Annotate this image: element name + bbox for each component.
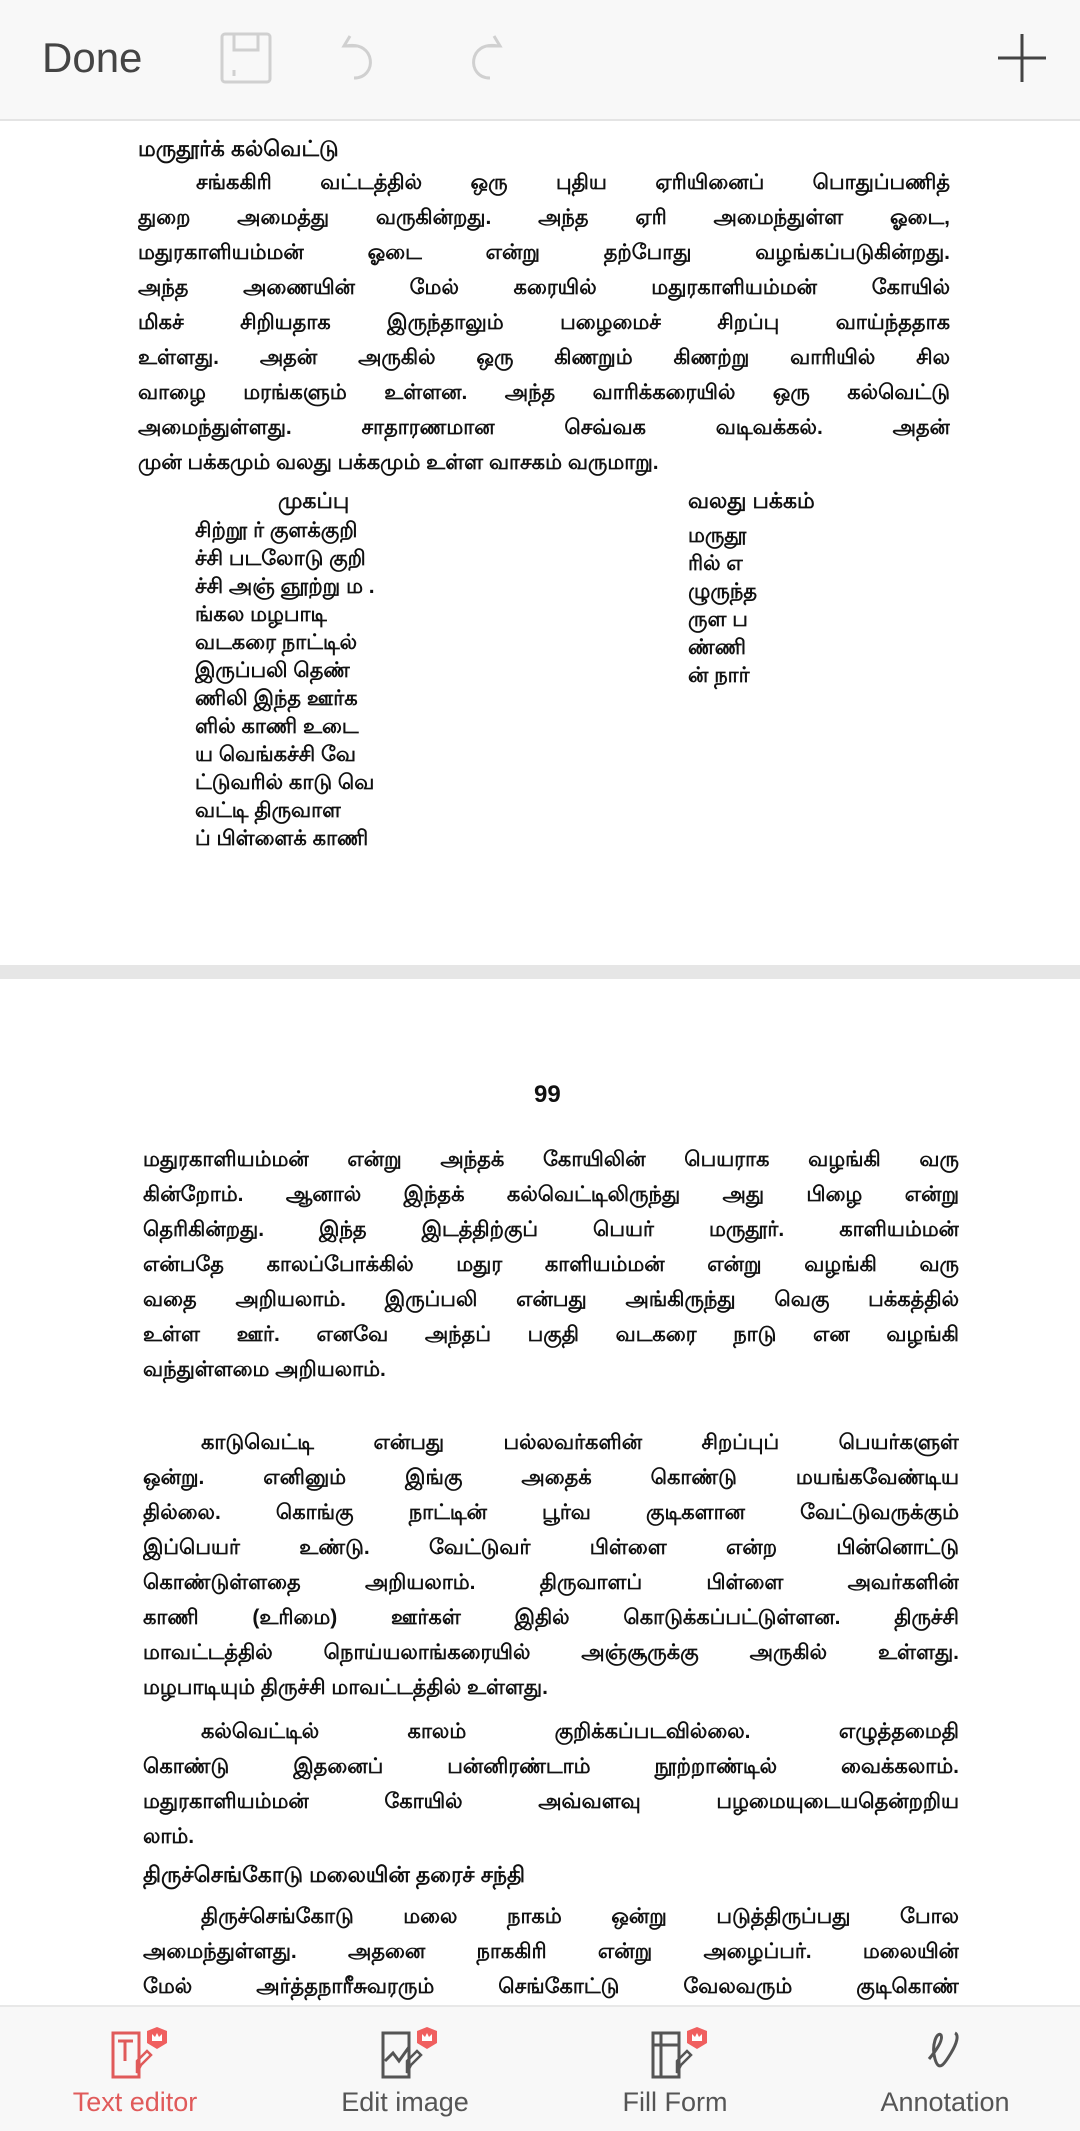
text-line: ங்கல மழபாடி [195,603,328,626]
section-heading: மருதூர்க் கல்வெட்டு [138,136,339,161]
text-line: லாம். [143,1825,195,1848]
edit-image-icon [355,2023,455,2083]
text-line: ய வெங்கச்சி வே [195,743,357,766]
undo-icon[interactable] [336,30,392,86]
text-line: ரில் எ [688,552,743,575]
text-line: ப் பிள்ளைக் காணி [195,827,369,850]
nav-label: Text editor [72,2087,198,2117]
text-line: காணி (உரிமை) ஊர்கள் இதில் கொடுக்கப்பட்டுள்ளன. திருச்சி [143,1606,959,1629]
text-line: மேல் அர்த்தநாரீசுவரரும் செங்கோட்டு வேலவரும் குடிகொண் [143,1975,959,1998]
text-line: ழுருந்த [688,580,758,603]
text-line: ளில் காணி உடை [195,715,359,738]
text-line: காடுவெட்டி என்பது பல்லவர்களின் சிறப்புப் பெயர்களுள் [201,1431,959,1454]
text-editor-button[interactable] [0,2007,270,2131]
annotation-button[interactable] [810,2007,1080,2131]
text-line: அமைந்துள்ளது. சாதாரணமான செவ்வக வடிவக்கல். அதன் [138,416,950,439]
text-line: உள்ள ஊர். எனவே அந்தப் பகுதி வடகரை நாடு என வழங்கி [143,1323,959,1346]
text-line: துறை அமைத்து வருகின்றது. அந்த ஏரி அமைந்துள்ள ஓடை, [138,206,950,229]
text-line: ச்சி அஞ் ஞூற்று ம . [195,575,375,598]
text-line: ணிலி இந்த ஊர்க [195,687,358,710]
text-line: மதுரகாளியம்மன் ஓடை என்று தற்போது வழங்கப்படுகின்றது. [138,241,950,264]
text-line: ருள ப [688,608,748,631]
text-line: என்பதே காலப்போக்கில் மதுர காளியம்மன் என்று வழங்கி வரு [143,1253,959,1276]
text-line: கொண்டுள்ளதை அறியலாம். திருவாளப் பிள்ளை அவர்களின் [143,1571,959,1594]
fill-form-icon [625,2023,725,2083]
text-line: உள்ளது. அதன் அருகில் ஒரு கிணறும் கிணற்று வாரியில் சில [138,346,950,369]
text-line: வந்துள்ளமை அறியலாம். [143,1358,386,1381]
document-page-2 [0,979,1080,2005]
nav-label: Fill Form [622,2087,728,2117]
text-line: கல்வெட்டில் காலம் குறிக்கப்படவில்லை. எழுத்தமைதி [201,1720,959,1743]
save-icon[interactable] [218,30,274,86]
text-line: வதை அறியலாம். இருப்பலி என்பது அங்கிருந்து வெகு பக்கத்தில் [143,1288,959,1311]
text-line: மதுரகாளியம்மன் கோயில் அவ்வளவு பழமையுடையதென்றறிய [143,1790,959,1813]
bottom-toolbar [0,2005,1080,2131]
text-line: மழபாடியும் திருச்சி மாவட்டத்தில் உள்ளது. [143,1676,548,1699]
text-line: வடகரை நாட்டில் [195,631,358,654]
text-line: கொண்டு இதனைப் பன்னிரண்டாம் நூற்றாண்டில் வைக்கலாம். [143,1755,959,1778]
done-button[interactable]: Done [42,34,143,81]
annotation-icon [895,2023,995,2083]
text-line: அந்த அணையின் மேல் கரையில் மதுரகாளியம்மன் கோயில் [138,276,950,299]
document-page-1 [0,123,1080,965]
text-line: மாவட்டத்தில் நொய்யலாங்கரையில் அஞ்சூருக்கு அருகில் உள்ளது. [143,1641,959,1664]
text-line: முன் பக்கமும் வலது பக்கமும் உள்ள வாசகம் வருமாறு. [138,451,659,474]
nav-label: Edit image [341,2087,469,2117]
text-line: ஒன்று. எனினும் இங்கு அதைக் கொண்டு மயங்கவேண்டிய [143,1466,959,1489]
nav-label: Annotation [880,2087,1010,2117]
text-line: மிகச் சிறியதாக இருந்தாலும் பழைமைச் சிறப்பு வாய்ந்ததாக [138,311,950,334]
text-line: அமைந்துள்ளது. அதனை நாககிரி என்று அழைப்பர். மலையின் [143,1940,959,1963]
fill-form-button[interactable] [540,2007,810,2131]
text-line: இப்பெயர் உண்டு. வேட்டுவர் பிள்ளை என்ற பின்னொட்டு [143,1536,959,1559]
text-line: சிற்றூ ர் குளக்குறி [195,519,358,542]
edit-image-button[interactable] [270,2007,540,2131]
text-line: ச்சி படலோடு குறி [195,547,366,570]
text-line: திருச்செங்கோடு மலை நாகம் ஒன்று படுத்திருப்பது போல [201,1905,959,1928]
text-line: இருப்பலி தெண் [195,659,351,682]
text-line: ண்ணி [688,636,746,659]
redo-icon[interactable] [452,30,508,86]
top-toolbar [0,0,1080,121]
column-heading-front: முகப்பு [278,488,350,513]
text-line: மதுரகாளியம்மன் என்று அந்தக் கோயிலின் பெயராக வழங்கி வரு [143,1148,959,1171]
add-icon[interactable] [994,30,1050,86]
column-heading-right: வலது பக்கம் [688,488,815,513]
text-line: கின்றோம். ஆனால் இந்தக் கல்வெட்டிலிருந்து அது பிழை என்று [143,1183,959,1206]
text-line: ன் நார் [688,664,750,687]
text-line: சங்ககிரி வட்டத்தில் ஒரு புதிய ஏரியினைப் பொதுப்பணித் [196,171,950,194]
text-line: வாழை மரங்களும் உள்ளன. அந்த வாரிக்கரையில் ஒரு கல்வெட்டு [138,381,950,404]
text-line: தெரிகின்றது. இந்த இடத்திற்குப் பெயர் மருதூர். காளியம்மன் [143,1218,959,1241]
text-line: மருதூ [688,524,747,547]
text-editor-icon [85,2023,185,2083]
section-heading: திருச்செங்கோடு மலையின் தரைச் சந்தி [143,1862,526,1887]
page-separator [0,965,1080,979]
text-line: வட்டி திருவாள [195,799,342,822]
text-line: ட்டுவரில் காடு வெ [195,771,375,794]
text-line: தில்லை. கொங்கு நாட்டின் பூர்வ குடிகளான வேட்டுவருக்கும் [143,1501,959,1524]
page-number: 99 [534,1081,561,1108]
